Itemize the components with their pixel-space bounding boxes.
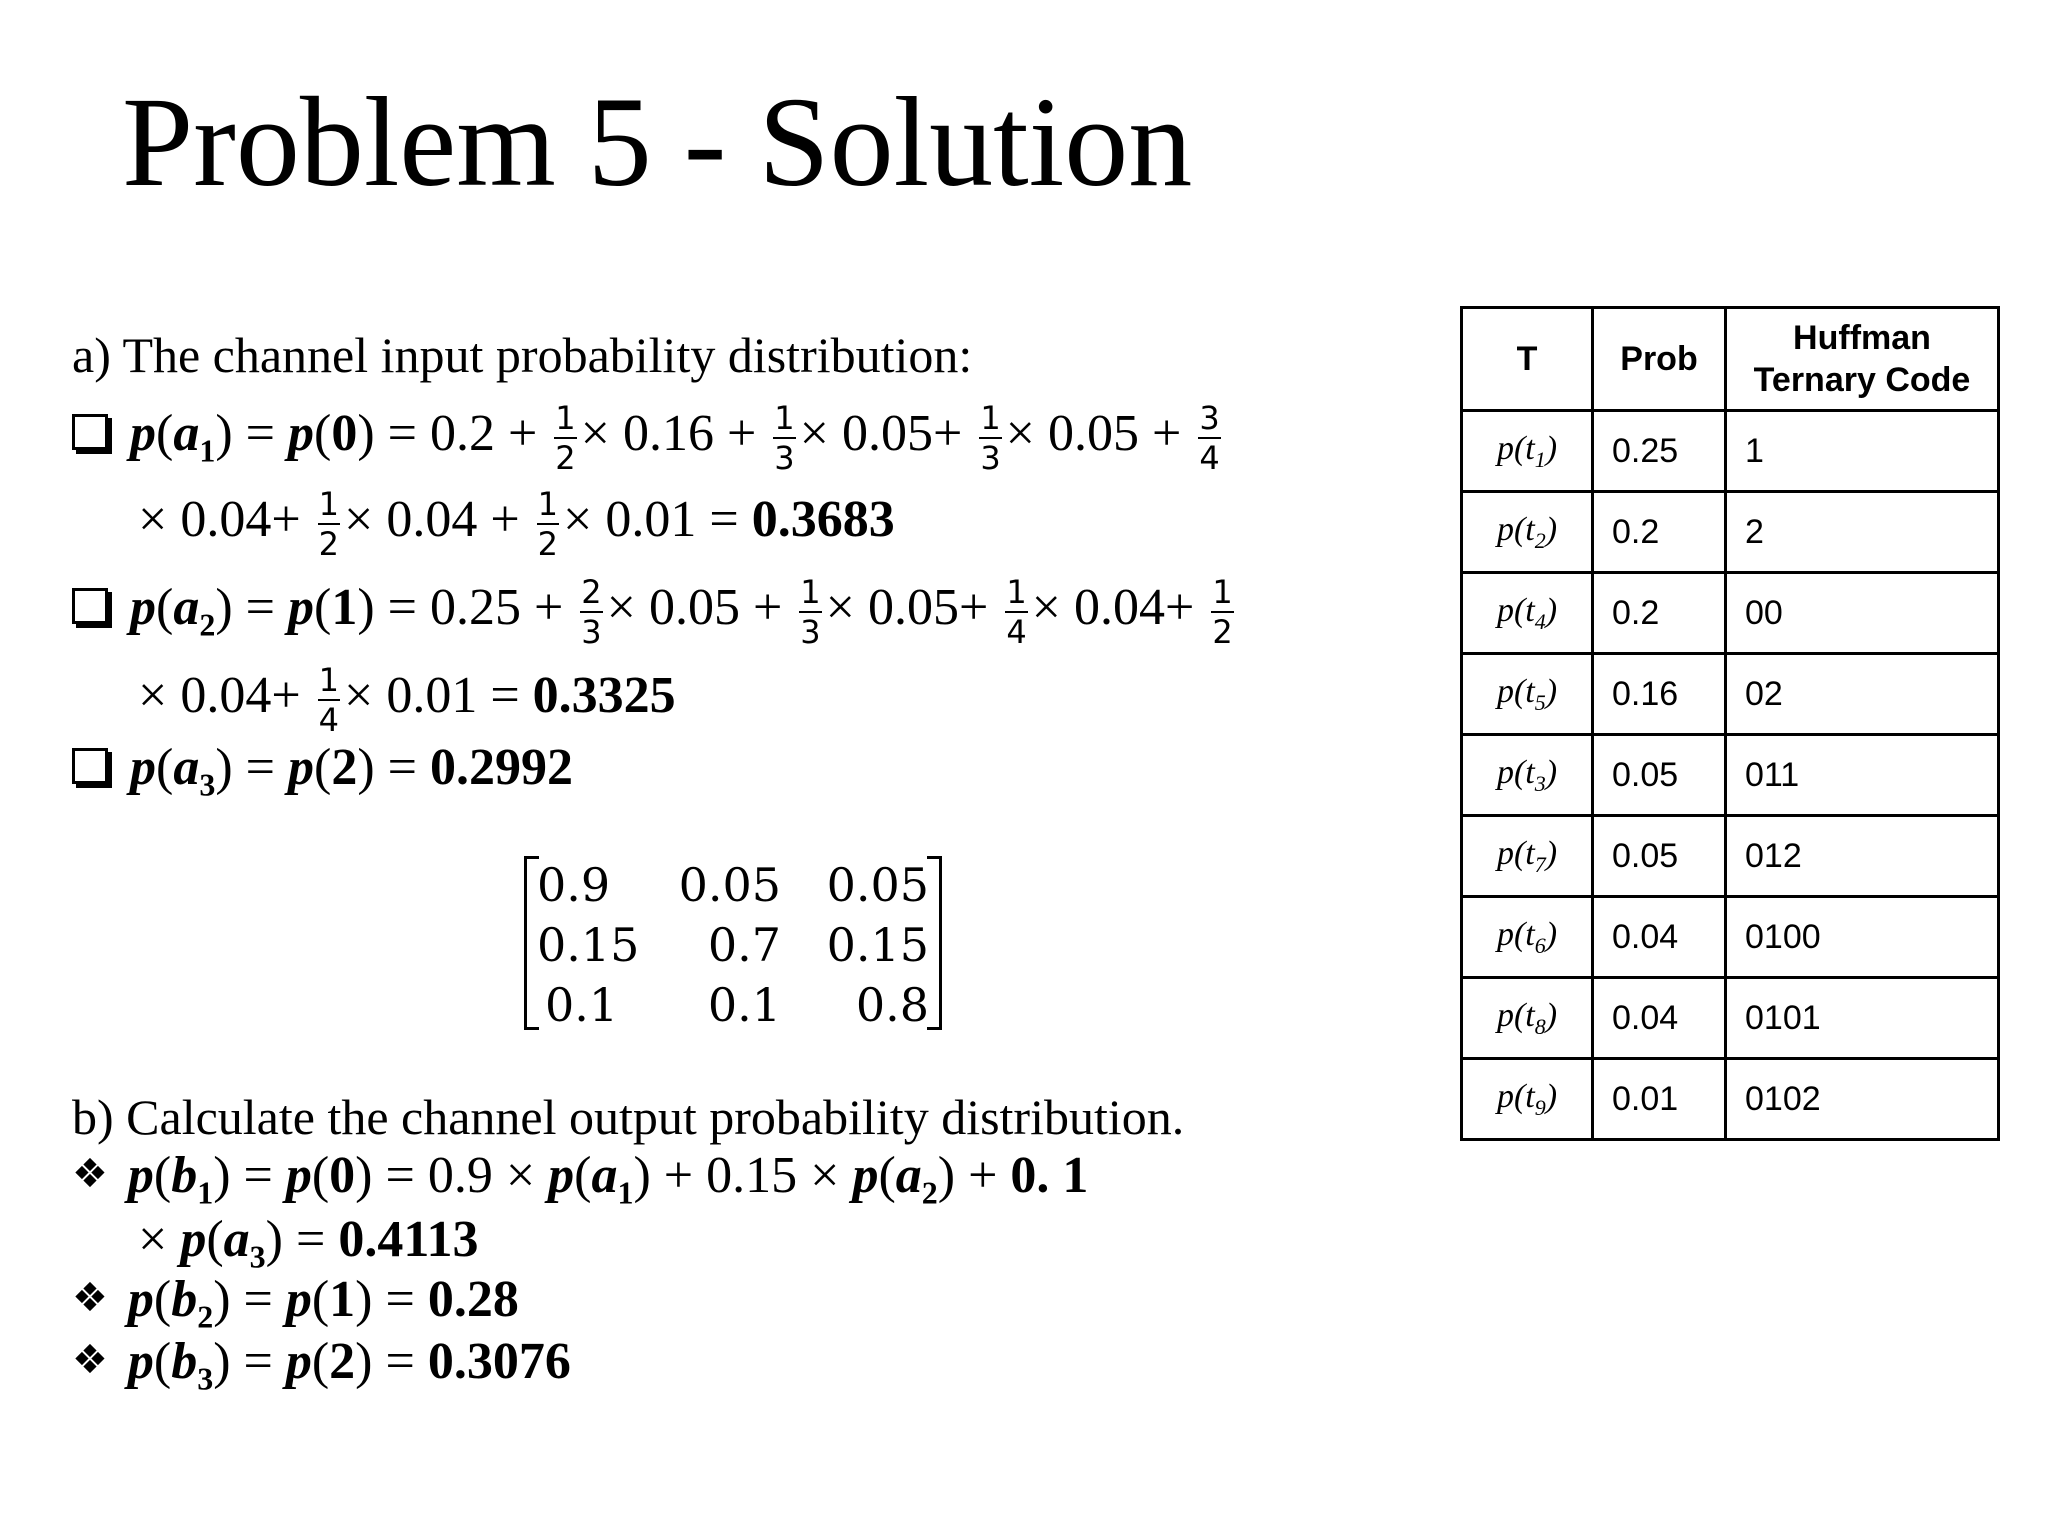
checkbox-icon xyxy=(72,588,108,624)
checkbox-icon xyxy=(72,748,108,784)
part-b-heading: b) Calculate the channel output probability distribution. xyxy=(72,1089,1185,1145)
matrix-cell: 0.15 xyxy=(537,918,640,972)
cell-prob: 0.04 xyxy=(1593,897,1726,978)
channel-matrix xyxy=(524,856,942,1030)
cell-code: 00 xyxy=(1726,573,1999,654)
page-title: Problem 5 - Solution xyxy=(122,71,1193,213)
table-row xyxy=(1462,654,1999,735)
table-row xyxy=(1462,1059,1999,1140)
cell-t: $p(t_8)$ xyxy=(1462,978,1593,1059)
matrix-cell: 0.1 xyxy=(707,978,781,1032)
huffman-table xyxy=(1460,306,2000,1141)
cell-prob: 0.04 xyxy=(1593,978,1726,1059)
header-prob: Prob xyxy=(1593,308,1726,411)
table-row xyxy=(1462,735,1999,816)
pb3-result: 0.3076 xyxy=(427,1333,571,1390)
table-row xyxy=(1462,573,1999,654)
cell-prob: 0.01 xyxy=(1593,1059,1726,1140)
cell-code: 0100 xyxy=(1726,897,1999,978)
cell-prob: 0.2 xyxy=(1593,492,1726,573)
part-a-heading: a) The channel input probability distribution: xyxy=(72,327,973,383)
pa3-line: $p(a_3) = p(2) = 0.2992$ xyxy=(72,742,573,800)
cell-code: 012 xyxy=(1726,816,1999,897)
cell-t: $p(t_4)$ xyxy=(1462,573,1593,654)
pa2-line-1: $p(a_2) = p(1) = 0.25$ + $\frac{2}{3}$ × 0.05 + $\frac{1}{3}$ × 0.05+ $\frac{1}{4}$ × 0.04+ $\frac{1}{2}$ xyxy=(72,576,1238,648)
pa1-line-1: $p(a_1) = p(0) = 0.2$ + $\frac{1}{2}$ × 0.16 + $\frac{1}{3}$ × 0.05+ $\frac{1}{3}$ × 0.05 + $\frac{3}{4}$ xyxy=(72,402,1225,474)
matrix-cell: 0.7 xyxy=(707,918,781,972)
cell-t: $p(t_2)$ xyxy=(1462,492,1593,573)
table-row xyxy=(1462,816,1999,897)
pa3-result: 0.2992 xyxy=(429,739,573,796)
table-row xyxy=(1462,897,1999,978)
cell-t: $p(t_1)$ xyxy=(1462,411,1593,492)
table-row xyxy=(1462,411,1999,492)
diamond-bullet-icon: ❖ xyxy=(72,1337,108,1384)
table-row xyxy=(1462,492,1999,573)
cell-t: $p(t_7)$ xyxy=(1462,816,1593,897)
header-code: Huffman Ternary Code xyxy=(1726,308,1999,411)
matrix-cell: 0.1 xyxy=(545,978,619,1032)
cell-prob: 0.16 xyxy=(1593,654,1726,735)
table-row xyxy=(1462,978,1999,1059)
diamond-bullet-icon: ❖ xyxy=(72,1151,108,1198)
cell-t: $p(t_9)$ xyxy=(1462,1059,1593,1140)
pb3-line: ❖ $p(b_3) = p(2) = 0.3076$ xyxy=(72,1333,571,1397)
pa1-result: 0.3683 xyxy=(751,490,895,548)
matrix-cell: 0.15 xyxy=(826,918,929,972)
cell-code: 0102 xyxy=(1726,1059,1999,1140)
cell-t: $p(t_6)$ xyxy=(1462,897,1593,978)
header-t: T xyxy=(1462,308,1593,411)
matrix-cell: 0.8 xyxy=(855,978,929,1032)
pb2-result: 0.28 xyxy=(427,1271,519,1328)
pb1-line-2: × $p(a_3) = 0.4113$ xyxy=(138,1211,479,1275)
cell-prob: 0.05 xyxy=(1593,735,1726,816)
pa2-line-2: × 0.04+ $\frac{1}{4}$ × 0.01 = 0.3325 xyxy=(138,661,676,739)
pb1-line-1: ❖ $p(b_1) = p(0) = 0.9 \times p(a_1) + 0.15 \times p(a_2) + 0$. 1 xyxy=(72,1147,1089,1211)
pb1-result: 0.4113 xyxy=(338,1211,479,1268)
cell-code: 2 xyxy=(1726,492,1999,573)
cell-code: 011 xyxy=(1726,735,1999,816)
cell-code: 02 xyxy=(1726,654,1999,735)
cell-prob: 0.25 xyxy=(1593,411,1726,492)
pa1-line-2: × 0.04+ $\frac{1}{2}$ × 0.04 + $\frac{1}{2}$ × 0.01 = 0.3683 xyxy=(138,485,895,563)
cell-code: 0101 xyxy=(1726,978,1999,1059)
cell-t: $p(t_5)$ xyxy=(1462,654,1593,735)
checkbox-icon xyxy=(72,414,108,450)
matrix-cell: 0.05 xyxy=(678,858,781,912)
pa2-result: 0.3325 xyxy=(532,666,676,724)
cell-code: 1 xyxy=(1726,411,1999,492)
cell-prob: 0.2 xyxy=(1593,573,1726,654)
pb2-line: ❖ $p(b_2) = p(1) = 0.28$ xyxy=(72,1271,519,1335)
matrix-cell: 0.05 xyxy=(826,858,929,912)
cell-prob: 0.05 xyxy=(1593,816,1726,897)
matrix-cell: 0.9 xyxy=(537,858,611,912)
diamond-bullet-icon: ❖ xyxy=(72,1275,108,1322)
cell-t: $p(t_3)$ xyxy=(1462,735,1593,816)
